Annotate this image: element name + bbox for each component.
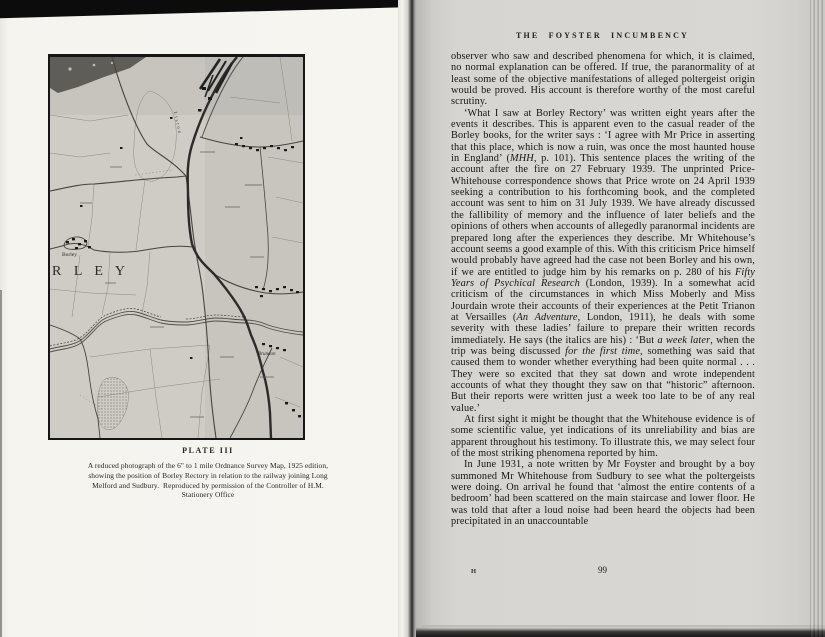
caption-line: Stationery Office xyxy=(181,490,235,500)
borley-label: Borley xyxy=(62,252,77,258)
plate-map-photo xyxy=(48,54,305,440)
caption-line: A reduced photograph of the 6" to 1 mile Ordnance Survey Map, 1925 edition, xyxy=(87,461,329,470)
liston-label: Liston xyxy=(173,111,183,136)
parish-name-large-label: R L E Y xyxy=(52,264,130,279)
body-paragraph: observer who saw and described phenomena for which, it is claimed, no normal explanation can be offered. If true, the paranormality of at least some of the objective manifestations of alleged poltergeist origin would be proved. His account is therefore worthy of the most careful scrutiny. xyxy=(451,51,755,108)
ordnance-survey-map xyxy=(50,57,303,438)
signature-mark: H xyxy=(471,568,477,575)
page-edge-line xyxy=(0,290,2,637)
brundon-label: Brundon xyxy=(258,352,276,357)
body-paragraph: In June 1931, a note written by Mr Foyster and brought by a boy summoned Mr Whitehouse from Sudbury to see what the poltergeists were doing. On arrival he found that ‘almost the entire contents of a bedroom’ had been scattered on the main staircase and lower floor. He was told that after a loud noise had been heard the objects had been precipitated in an unaccountable xyxy=(451,459,755,528)
book-gutter xyxy=(398,0,416,637)
running-header: THE FOYSTER INCUMBENCY xyxy=(515,31,690,40)
scanner-edge-band xyxy=(0,0,405,19)
body-paragraph: At first sight it might be thought that the Whitehouse evidence is of some scientific value, yet indications of its unreliability and bias are apparent throughout his testimony. To illustrate this, we may select four of the most striking phenomena reported by him. xyxy=(451,414,756,460)
caption-line: Melford and Sudbury. Reproduced by permission of the Controller of H.M. xyxy=(92,480,324,490)
plate-caption xyxy=(58,446,358,500)
page-body xyxy=(451,51,755,527)
page-number: 99 xyxy=(598,565,607,575)
page-edge-streaks xyxy=(810,0,825,637)
right-page xyxy=(416,0,825,637)
caption-line: showing the position of Borley Rectory in relation to the railway joining Long xyxy=(88,470,328,480)
scanner-shadow-band xyxy=(416,627,825,637)
plate-heading: PLATE III xyxy=(182,446,234,455)
body-paragraph: ‘What I saw at Borley Rectory’ was written eight years after the events it describes. This is apparent even to the casual reader of the Borley books, for the writer says : ‘I agree with Mr Price in asserting that this place, which is now a ruin, was once the most haunted house in England’ (MHH, p. 101). This sentence places the writing of the account after the fire on 27 February 1939. The unprinted Price-Whitehouse correspondence shows that Price wrote on 24 April 1939 seeking a contribution to his forthcoming book, and the completed account was sent to him on 31 July 1939. We have already discussed the fallibility of memory and the influence of later beliefs and the opinions of others when accounts of allegedly paranormal incidents are prepared long after the experiences they describe. Mr Whitehouse’s account seems a good example of this. With this criticism Price himself would probably have agreed had the case not been Borley and his own, if we are entitled to judge him by his remarks on p. 280 of his Fifty Years of Psychical Research (London, 1939). In a somewhat acid criticism of the circumstances in which Miss Moberly and Miss Jourdain wrote their accounts of their experiences at the Petit Trianon at Versailles (An Adventure, London, 1911), he deals with some severity with these ladies’ failure to prepare their written records immediately. He says (the italics are his) : ‘But a week later, when the trip was being discussed for the first time, something was said that caused them to wonder whether everything had been quite normal . . . They were so excited that they sat down and wrote independent accounts of what they thought they saw on that “historic” afternoon. But their reports were written just a week too late to be of any real value.’ xyxy=(451,107,756,414)
